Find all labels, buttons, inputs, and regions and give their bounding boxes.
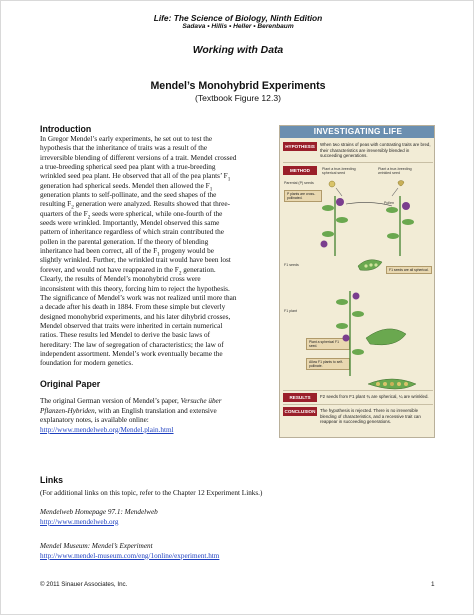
hypothesis-tag: HYPOTHESIS (283, 142, 317, 151)
document-title: Mendel’s Monohybrid Experiments (150, 80, 326, 92)
intro-line: irreversible blending of different versions of a trait. Mendel crossed (40, 153, 237, 162)
intro-line: progeny would be (161, 247, 214, 256)
f2-subscript: 2 (71, 204, 74, 211)
plant-f1-callout: Plant a spherical F1 seed. (306, 338, 350, 350)
intro-line: generation had spherical seeds. Mendel then allowed the F (40, 181, 210, 190)
copyright-footer: © 2011 Sinauer Associates, Inc. (40, 581, 128, 588)
pollen-arrow-icon (346, 202, 392, 206)
intro-line: The significance of Mendel’s work was not realized until more than (40, 293, 237, 302)
allow-self-pollinate-callout: Allow F1 plants to self-pollinate. (306, 358, 350, 370)
results-label: F2 seeds from F1 plant (320, 394, 366, 399)
introduction-heading: Introduction (40, 124, 92, 134)
intro-line: ratios. These results led Mendel to derive the basic laws of (40, 331, 210, 340)
intro-line: inheritance had been correct, all of the F (40, 247, 158, 256)
reference-mendelweb (40, 508, 158, 527)
f1-subscript: 1 (209, 186, 213, 193)
intro-line: resulting F (40, 200, 72, 209)
reference-title: Mendelweb Homepage 97.1: Mendelweb (40, 508, 158, 516)
intro-line: generation plants to self-pollinate, and the seed shapes of the (40, 191, 217, 200)
document-subtitle: (Textbook Figure 12.3) (195, 93, 281, 103)
f1-seeds-callout: F1 seeds are all spherical. (386, 266, 432, 274)
f1-subscript: 1 (157, 251, 160, 258)
conclusion-text: The hypothesis is rejected. There is no irreversible blending of characteristics, and a recessive trait can reappear in succeeding generations. (320, 408, 421, 425)
spherical-seed-icon (329, 181, 335, 187)
parental-plant-right-icon (386, 196, 414, 256)
intro-line: seeds were wrinkled. Importantly, Mendel observed this same (40, 219, 220, 228)
mendel-museum-link[interactable]: http://www.mendel-museum.com/eng/1online/experiment.htm (40, 551, 220, 560)
reference-mendel-museum (40, 542, 219, 561)
parental-seeds-label: Parental (P) seeds (284, 181, 314, 185)
f2-subscript: 2 (87, 214, 91, 221)
intro-line: slightly wrinkled. Further, the wrinkled trait would have been lost (40, 256, 231, 265)
book-authors: Sadava • Hillis • Heller • Berenbaum (182, 23, 294, 30)
page-number: 1 (431, 581, 435, 588)
reference-title: Mendel Museum: Mendel’s Experiment (40, 542, 153, 550)
method-text-wrinkled: Plant a true-breeding wrinkled seed (378, 167, 412, 175)
p-plants-callout: P plants are cross-pollinated. (284, 190, 322, 202)
pollen-label: Pollen (384, 201, 394, 205)
links-heading: Links (40, 475, 63, 485)
intro-line: generation were analyzed. Results showed that three- (75, 200, 231, 209)
original-paper-heading: Original Paper (40, 379, 101, 389)
figure-banner: INVESTIGATING LIFE (280, 126, 435, 138)
paper-title-italic: Versuche über (180, 397, 222, 405)
intro-line: pattern of inheritance regardless of which strain contributed the (40, 228, 225, 237)
intro-line: pollen in the parental generation. If the theory of blending (40, 237, 209, 246)
paper-line: The original German version of Mendel’s paper, (40, 397, 181, 405)
intro-line: generation. (183, 265, 216, 274)
original-paper-body (40, 397, 300, 435)
f1-subscript: 1 (227, 176, 231, 183)
intro-line: foundation for modern genetics. (40, 359, 134, 368)
paper-line: , with an English translation and extensive (94, 406, 217, 415)
intro-line: seeds were spherical, while one-fourth of the (92, 209, 223, 218)
conclusion-tag: CONCLUSION (284, 409, 316, 414)
intro-line: forever, and would not have reappeared in the F (40, 265, 179, 274)
intro-line: wrinkled seed pea plant. He observed that all of the pea plants’ F (40, 172, 228, 181)
book-title: Life: The Science of Biology, Ninth Edition (153, 13, 323, 23)
intro-line: quarters of the F (40, 209, 88, 218)
f1-seeds-label: F1 seeds (284, 263, 299, 267)
figure-illustration (280, 126, 435, 438)
results-tag: RESULTS (283, 393, 317, 402)
introduction-body (40, 135, 266, 369)
intro-line: hereditary: The law of segregation of characteristics; the law of (40, 340, 224, 349)
paper-title-italic: Pflanzen-Hybriden (40, 406, 95, 415)
f1-plant-icon (336, 291, 364, 376)
links-intro: (For additional links on this topic, refer to the Chapter 12 Experiment Links.) (40, 489, 263, 497)
paper-line: explanatory notes, is available online: (40, 416, 149, 424)
figure-divider (283, 390, 433, 391)
intro-line: a true-breeding spherical seed pea plant with a true-breeding (40, 163, 216, 172)
intro-line: designed monohybrid experiments, and his later dihybrid crosses, (40, 312, 231, 321)
hypothesis-text: When two strains of peas with contrasting traits are bred, their characteristics are irreversibly blended in succeeding generations. (320, 142, 431, 159)
intro-line: independent assortment. Mendel’s work eventually became the (40, 349, 223, 358)
method-text-spherical: Plant a true-breeding spherical seed (322, 167, 356, 175)
section-title: Working with Data (192, 45, 284, 56)
intro-line: Mendel observed that traits were inherited in certain numerical (40, 321, 223, 330)
mendel-paper-link[interactable]: http://www.mendelweb.org/Mendel.plain.html (40, 425, 174, 434)
intro-line: In Gregor Mendel’s early experiments, he set out to test the (40, 135, 213, 143)
figure-divider (283, 404, 433, 405)
results-text (320, 394, 432, 400)
intro-line: a decade after his death in 1884. From these simple but cleverly (40, 303, 226, 312)
investigating-life-figure (279, 125, 435, 438)
mendelweb-link[interactable]: http://www.mendelweb.org (40, 517, 119, 526)
results-ratio: ¾ are spherical, ¼ are wrinkled. (366, 394, 429, 399)
method-tag: METHOD (283, 166, 317, 175)
intro-line: inconsistent with this theory, forcing him to reject the hypothesis. (40, 284, 230, 293)
intro-line: Clearly, the results of Mendel’s monohybrid cross were (40, 275, 201, 284)
f2-pod-icon (366, 329, 406, 345)
intro-line: hypothesis that the inheritance of traits was a result of the (40, 144, 208, 153)
parental-plant-left-icon (321, 196, 349, 256)
wrinkled-seed-icon (398, 181, 404, 187)
f2-subscript: 2 (178, 270, 182, 277)
f1-plant-label: F1 plant (284, 309, 297, 313)
